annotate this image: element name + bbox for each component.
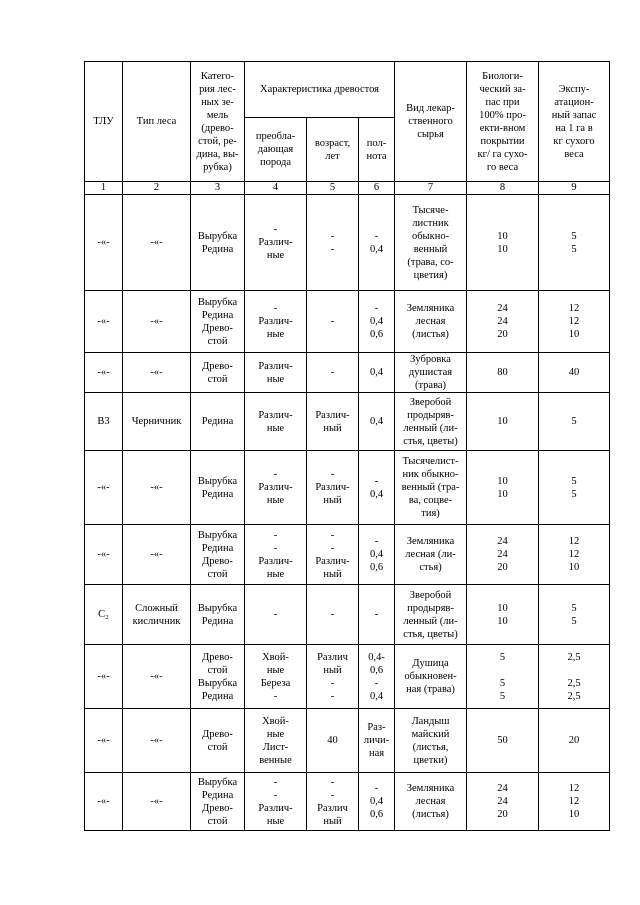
cell-density (359, 451, 395, 525)
cell-species (245, 773, 307, 831)
cell-bio-stock-line: 10 (497, 416, 508, 427)
cell-age (307, 525, 359, 585)
cell-age-line: Различ- (315, 409, 350, 421)
cell-age (307, 585, 359, 645)
cell-raw-material: Земляника лесная (листья) (395, 773, 467, 831)
cell-density-line: 0,4 (369, 316, 384, 327)
cell-category-line: стой (207, 373, 228, 385)
column-number: 3 (191, 182, 245, 195)
cell-bio-stock-line: 10 (497, 488, 508, 500)
cell-category-line: Древо- (202, 802, 233, 814)
cell-age (307, 393, 359, 451)
cell-forest-type: -«- (123, 709, 191, 773)
cell-exp-stock-line: 20 (568, 735, 580, 746)
cell-age-line: - (330, 529, 335, 541)
cell-category-line: Древо- (202, 322, 233, 334)
cell-age-line: ный (323, 815, 342, 827)
forest-raw-material-table (84, 61, 610, 831)
cell-exp-stock (539, 195, 610, 291)
cell-exp-stock-line: 12 (568, 783, 580, 794)
cell-bio-stock (467, 525, 539, 585)
cell-species-line: Береза (260, 677, 291, 689)
cell-raw-material: Тысячелист- ник обыкно- венный (тра- ва, соцве- тия) (395, 451, 467, 525)
header-age: возраст, лет (307, 118, 359, 182)
cell-bio-stock-line: 5 (499, 651, 506, 663)
cell-category-line: Вырубка (197, 776, 238, 788)
cell-raw-material: Земляника лесная (листья) (395, 291, 467, 353)
cell-density-line: 0,4 (369, 416, 384, 427)
cell-age-line: - (330, 367, 335, 378)
cell-species-line: - (273, 303, 278, 314)
cell-age-line: - (330, 776, 335, 788)
cell-species-line: - (273, 469, 278, 480)
cell-exp-stock-line: 12 (568, 796, 580, 807)
cell-bio-stock-line: 10 (497, 475, 508, 487)
cell-density (359, 525, 395, 585)
cell-species-line: Различ- (258, 555, 293, 567)
cell-bio-stock-line: 10 (497, 602, 508, 614)
cell-category-line: Редина (201, 542, 234, 554)
cell-age-line: Различ (317, 802, 348, 814)
cell-age-line: - (330, 677, 335, 689)
cell-exp-stock-line: 2,5 (567, 690, 581, 702)
cell-exp-stock-line: 2,5 (567, 651, 581, 663)
cell-density-line: 0,6 (369, 329, 384, 340)
cell-density-line: 0,6 (369, 562, 384, 573)
cell-category-line: Древо- (202, 651, 233, 663)
cell-category (191, 353, 245, 393)
cell-category-line: Древо- (202, 728, 233, 740)
cell-species-line: венные (259, 754, 292, 766)
cell-category (191, 585, 245, 645)
cell-density-line: 0,4 (369, 690, 384, 702)
cell-exp-stock (539, 585, 610, 645)
cell-exp-stock-line: 5 (571, 488, 577, 500)
cell-bio-stock-line: 10 (497, 615, 508, 627)
cell-category-line: Редина (201, 789, 234, 801)
cell-exp-stock (539, 393, 610, 451)
cell-forest-type: -«- (123, 291, 191, 353)
column-number: 2 (123, 182, 191, 195)
cell-age (307, 451, 359, 525)
cell-species (245, 393, 307, 451)
cell-density-line: - (374, 609, 379, 620)
cell-density-line: - (374, 536, 379, 547)
cell-exp-stock-line: 10 (568, 809, 580, 820)
cell-exp-stock (539, 773, 610, 831)
column-number: 7 (395, 182, 467, 195)
cell-density (359, 393, 395, 451)
cell-category-line: Редина (201, 243, 234, 255)
cell-category-line: стой (207, 664, 228, 676)
cell-age-line: ный (323, 664, 342, 676)
cell-bio-stock-line: 24 (497, 783, 508, 794)
cell-species (245, 353, 307, 393)
cell-age-line: - (330, 230, 335, 242)
cell-species-line: ные (266, 422, 285, 434)
cell-exp-stock-line: 2,5 (567, 677, 581, 689)
header-exp-stock: Экспу- атацион- ный запас на 1 га в кг сухого веса (539, 62, 610, 182)
cell-density-line: ная (368, 748, 385, 759)
cell-species-line: - (273, 224, 278, 235)
cell-bio-stock-line: 20 (497, 562, 508, 573)
cell-raw-material: Зверобой продыряв- ленный (ли- стья, цветы) (395, 393, 467, 451)
cell-bio-stock (467, 195, 539, 291)
cell-raw-material: Зубровка душистая (трава) (395, 353, 467, 393)
cell-bio-stock-line: 24 (497, 536, 508, 547)
cell-species (245, 709, 307, 773)
cell-species-line: - (273, 776, 278, 788)
cell-category (191, 773, 245, 831)
cell-forest-type: -«- (123, 525, 191, 585)
header-tlu: ТЛУ (85, 62, 123, 182)
header-bio-stock: Биологи- ческий за- пас при 100% про- екти-вном покрытии кг/ га сухо- го веса (467, 62, 539, 182)
cell-species-line: Различ- (258, 409, 293, 421)
header-stand-characteristics: Характеристика древостоя (245, 62, 395, 118)
cell-species-line: ные (266, 568, 285, 580)
cell-forest-type: -«- (123, 195, 191, 291)
cell-density-line: - (374, 303, 379, 314)
cell-category-line: Вырубка (197, 230, 238, 242)
cell-species-line: - (273, 542, 278, 554)
cell-density (359, 773, 395, 831)
header-raw-material: Вид лекар- ственного сырья (395, 62, 467, 182)
cell-species-line: ные (266, 373, 285, 385)
cell-density (359, 709, 395, 773)
cell-species-line: Хвой- (262, 651, 289, 663)
cell-exp-stock-line: 12 (568, 549, 580, 560)
cell-age-line: Различ- (315, 482, 350, 493)
cell-exp-stock (539, 645, 610, 709)
cell-tlu: -«- (85, 451, 123, 525)
cell-density-line: 0,4 (369, 243, 384, 255)
column-number: 5 (307, 182, 359, 195)
cell-bio-stock-line: 5 (499, 677, 506, 689)
cell-species-line: - (273, 690, 278, 702)
cell-age (307, 645, 359, 709)
cell-raw-material: Душица обыкновен- ная (трава) (395, 645, 467, 709)
column-number: 6 (359, 182, 395, 195)
cell-exp-stock (539, 353, 610, 393)
cell-density (359, 353, 395, 393)
table-row (85, 353, 610, 393)
cell-density (359, 291, 395, 353)
cell-age (307, 195, 359, 291)
cell-bio-stock (467, 645, 539, 709)
table-row (85, 291, 610, 353)
cell-bio-stock (467, 773, 539, 831)
cell-density-line: - (374, 783, 379, 794)
cell-bio-stock-line: 24 (497, 549, 508, 560)
cell-bio-stock-line: 10 (497, 243, 508, 255)
cell-tlu: В3 (85, 393, 123, 451)
cell-category-line: Редина (201, 309, 234, 321)
cell-category-line: Древо- (202, 360, 233, 372)
cell-category-line: стой (207, 568, 228, 580)
cell-exp-stock-line: 40 (568, 367, 580, 378)
header-forest-type: Тип леса (123, 62, 191, 182)
cell-exp-stock-line (540, 664, 608, 677)
cell-bio-stock-line: 5 (499, 690, 506, 702)
cell-exp-stock-line: 12 (568, 303, 580, 314)
cell-density-line: 0,4- (368, 651, 385, 663)
cell-bio-stock (467, 393, 539, 451)
cell-category-line: стой (207, 741, 228, 753)
cell-exp-stock (539, 451, 610, 525)
header-dominant-species: преобла- дающая порода (245, 118, 307, 182)
cell-tlu: -«- (85, 353, 123, 393)
cell-category (191, 709, 245, 773)
column-number: 4 (245, 182, 307, 195)
table-row (85, 525, 610, 585)
cell-age-line: - (330, 469, 335, 480)
cell-bio-stock (467, 451, 539, 525)
cell-density (359, 585, 395, 645)
cell-age-line: 40 (327, 735, 338, 746)
cell-category (191, 195, 245, 291)
cell-exp-stock-line: 5 (571, 602, 577, 614)
cell-bio-stock-line: 24 (497, 796, 508, 807)
cell-species-line: - (273, 609, 278, 620)
cell-raw-material: Тысяче- листник обыкно- венный (трава, со- цветия) (395, 195, 467, 291)
cell-species (245, 525, 307, 585)
table-row (85, 393, 610, 451)
cell-bio-stock (467, 709, 539, 773)
cell-tlu: -«- (85, 645, 123, 709)
cell-age-line: Различ- (315, 555, 350, 567)
table-row (85, 773, 610, 831)
cell-age (307, 291, 359, 353)
cell-bio-stock-line: 50 (497, 735, 508, 746)
table-row (85, 451, 610, 525)
cell-exp-stock (539, 525, 610, 585)
cell-density-line: 0,6 (369, 809, 384, 820)
cell-age (307, 353, 359, 393)
cell-age-line: - (330, 609, 335, 620)
cell-exp-stock (539, 291, 610, 353)
cell-exp-stock-line: 12 (568, 316, 580, 327)
cell-species-line: - (273, 789, 278, 801)
cell-species-line: Различ- (258, 316, 293, 327)
cell-age-line: ный (323, 495, 342, 506)
cell-forest-type: Черничник (123, 393, 191, 451)
cell-raw-material: Зверобой продыряв- ленный (ли- стья, цветы) (395, 585, 467, 645)
cell-species-line: Хвой- (262, 715, 289, 727)
cell-exp-stock-line: 5 (571, 475, 577, 487)
cell-tlu: -«- (85, 291, 123, 353)
cell-species-line: ные (266, 329, 285, 340)
cell-category-line: Древо- (202, 555, 233, 567)
cell-tlu: -«- (85, 773, 123, 831)
cell-density-line: 0,4 (369, 796, 384, 807)
cell-category (191, 525, 245, 585)
cell-species (245, 291, 307, 353)
column-number-row (85, 182, 610, 195)
cell-category-line: Вырубка (197, 475, 238, 487)
cell-bio-stock (467, 353, 539, 393)
cell-forest-type: Сложный кисличник (123, 585, 191, 645)
cell-age-line: - (330, 690, 335, 702)
column-number: 8 (467, 182, 539, 195)
cell-age-line: Различ (317, 651, 348, 663)
header-density: пол- нота (359, 118, 395, 182)
cell-density-line: 0,4 (369, 367, 384, 378)
cell-forest-type: -«- (123, 451, 191, 525)
cell-exp-stock-line: 10 (568, 562, 580, 573)
cell-exp-stock-line: 12 (568, 536, 580, 547)
cell-category-line: Редина (201, 488, 234, 500)
cell-exp-stock-line: 5 (571, 416, 577, 427)
cell-category-line: стой (207, 335, 228, 347)
header-land-category: Катего- рия лес- ных зе- мель (древо- стой, ре- дина, вы- рубка) (191, 62, 245, 182)
cell-bio-stock-line: 24 (497, 316, 508, 327)
cell-density-line: 0,4 (369, 488, 384, 500)
cell-raw-material: Земляника лесная (ли- стья) (395, 525, 467, 585)
cell-bio-stock-line: 20 (497, 809, 508, 820)
cell-category (191, 291, 245, 353)
cell-category (191, 451, 245, 525)
cell-species (245, 585, 307, 645)
cell-species-line: Различ- (258, 360, 293, 372)
cell-species-line: ные (266, 495, 285, 506)
cell-category-line: стой (207, 815, 228, 827)
cell-category-line: Редина (201, 690, 234, 702)
cell-density (359, 645, 395, 709)
cell-species-line: ные (266, 664, 285, 676)
cell-bio-stock-line: 20 (497, 329, 508, 340)
cell-density-line: 0,4 (369, 549, 384, 560)
cell-exp-stock-line: 5 (571, 615, 577, 627)
cell-bio-stock (467, 585, 539, 645)
cell-category-line: Вырубка (197, 677, 238, 689)
cell-category-line: Вырубка (197, 529, 238, 541)
cell-age-line: - (330, 789, 335, 801)
cell-density-line: личи- (363, 735, 390, 746)
cell-density (359, 195, 395, 291)
cell-age-line: - (330, 316, 335, 327)
table-row (85, 195, 610, 291)
cell-raw-material: Ландыш майский (листья, цветки) (395, 709, 467, 773)
cell-age (307, 709, 359, 773)
cell-age-line: - (330, 243, 335, 255)
cell-density-line: - (374, 475, 379, 487)
cell-category-line: Редина (201, 615, 234, 627)
column-number: 9 (539, 182, 610, 195)
cell-tlu: -«- (85, 195, 123, 291)
cell-density-line: 0,6 (369, 664, 384, 676)
cell-species-line: ные (266, 815, 285, 827)
cell-density-line: - (374, 230, 379, 242)
cell-tlu: -«- (85, 525, 123, 585)
cell-species-line: Различ- (258, 802, 293, 814)
cell-tlu: С₂ (85, 585, 123, 645)
cell-exp-stock (539, 709, 610, 773)
cell-bio-stock-line: 80 (497, 367, 508, 378)
cell-species-line: - (273, 529, 278, 541)
cell-species (245, 645, 307, 709)
cell-category-line: Редина (201, 416, 234, 427)
cell-age-line: ный (323, 422, 342, 434)
cell-density-line: Раз- (367, 722, 386, 733)
cell-species (245, 195, 307, 291)
cell-bio-stock (467, 291, 539, 353)
cell-age-line: ный (323, 568, 342, 580)
cell-species-line: Различ- (258, 482, 293, 493)
cell-species-line: Различ- (258, 237, 293, 248)
table-row (85, 645, 610, 709)
cell-category (191, 645, 245, 709)
cell-age-line: - (330, 542, 335, 554)
cell-exp-stock-line: 5 (571, 243, 577, 255)
cell-category-line: Вырубка (197, 602, 238, 614)
cell-tlu: -«- (85, 709, 123, 773)
cell-exp-stock-line: 5 (571, 230, 577, 242)
cell-species-line: ные (266, 250, 285, 261)
cell-category-line: Вырубка (197, 296, 238, 308)
cell-bio-stock-line: 10 (497, 230, 508, 242)
cell-category (191, 393, 245, 451)
cell-species-line: ные (266, 728, 285, 740)
cell-species (245, 451, 307, 525)
cell-forest-type: -«- (123, 353, 191, 393)
cell-density-line: - (374, 677, 379, 689)
cell-bio-stock-line (468, 664, 537, 677)
cell-age (307, 773, 359, 831)
cell-exp-stock-line: 10 (568, 329, 580, 340)
table-row (85, 585, 610, 645)
cell-forest-type: -«- (123, 773, 191, 831)
cell-forest-type: -«- (123, 645, 191, 709)
column-number: 1 (85, 182, 123, 195)
table-row (85, 709, 610, 773)
cell-species-line: Лист- (262, 741, 289, 753)
cell-bio-stock-line: 24 (497, 303, 508, 314)
